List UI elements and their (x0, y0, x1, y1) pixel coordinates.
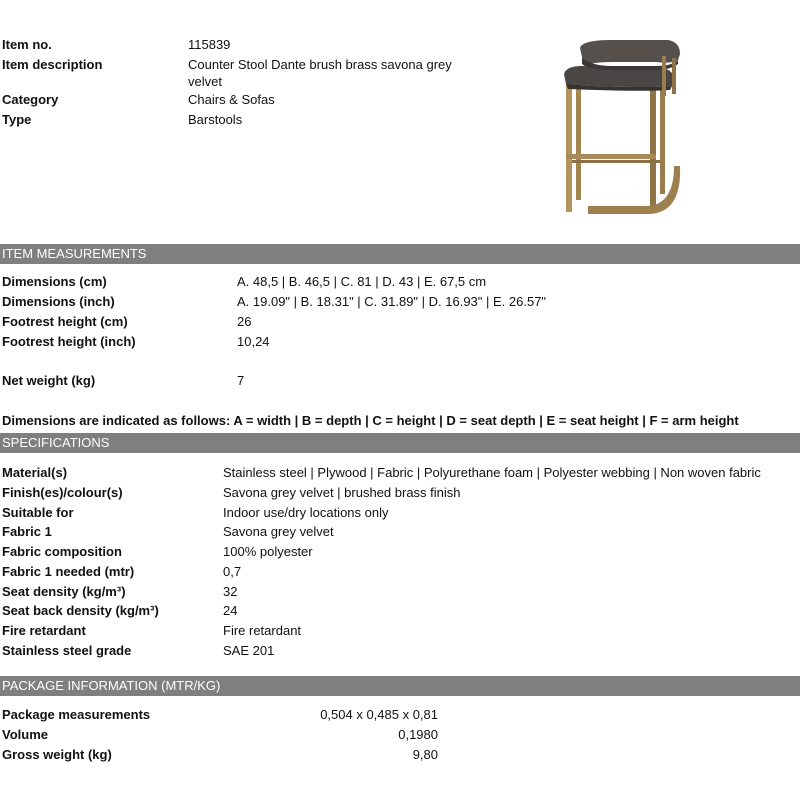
seat-back-density-label: Seat back density (kg/m³) (2, 603, 159, 618)
seat-density-label: Seat density (kg/m³) (2, 584, 126, 599)
item-description-line2: velvet (188, 74, 222, 89)
steel-grade-value: SAE 201 (223, 643, 275, 658)
materials-value: Stainless steel | Plywood | Fabric | Polyurethane foam | Polyester webbing | Non woven fabric (223, 465, 761, 480)
footrest-height-cm-value: 26 (237, 314, 252, 329)
dimensions-cm-label: Dimensions (cm) (2, 274, 107, 289)
fabric-composition-value: 100% polyester (223, 544, 313, 559)
fire-retardant-label: Fire retardant (2, 623, 86, 638)
category-label: Category (2, 92, 59, 107)
package-measurements-label: Package measurements (2, 707, 151, 722)
item-no-label: Item no. (2, 37, 52, 52)
item-measurements-heading: ITEM MEASUREMENTS (0, 244, 800, 264)
volume-value: 0,1980 (398, 727, 438, 742)
seat-density-value: 32 (223, 584, 238, 599)
item-description-label: Item description (2, 57, 103, 72)
fabric-needed-label: Fabric 1 needed (mtr) (2, 564, 135, 579)
fabric-needed-value: 0,7 (223, 564, 242, 579)
fabric-composition-label: Fabric composition (2, 544, 122, 559)
item-description-line1: Counter Stool Dante brush brass savona grey (188, 57, 452, 72)
type-label: Type (2, 112, 32, 127)
item-no-value: 115839 (188, 37, 231, 52)
suitable-for-label: Suitable for (2, 505, 74, 520)
dimensions-legend-note: Dimensions are indicated as follows: A = width | B = depth | C = height | D = seat depth | E = seat height | F = arm height (2, 413, 739, 428)
fire-retardant-value: Fire retardant (223, 623, 302, 638)
package-measurements-value: 0,504 x 0,485 x 0,81 (320, 707, 438, 722)
dimensions-inch-value: A. 19.09" | B. 18.31" | C. 31.89" | D. 16.93" | E. 26.57" (237, 294, 547, 309)
category-value: Chairs & Sofas (188, 92, 275, 107)
finish-colour-label: Finish(es)/colour(s) (2, 485, 123, 500)
net-weight-label: Net weight (kg) (2, 373, 96, 388)
seat-back-density-value: 24 (223, 603, 238, 618)
fabric-1-label: Fabric 1 (2, 524, 52, 539)
materials-label: Material(s) (2, 465, 68, 480)
suitable-for-value: Indoor use/dry locations only (223, 505, 389, 520)
gross-weight-value: 9,80 (412, 747, 438, 762)
dimensions-inch-label: Dimensions (inch) (2, 294, 115, 309)
bar-stool-icon (552, 36, 698, 218)
steel-grade-label: Stainless steel grade (2, 643, 132, 658)
specifications-heading: SPECIFICATIONS (0, 433, 800, 453)
package-information-heading: PACKAGE INFORMATION (MTR/KG) (0, 676, 800, 696)
type-value: Barstools (188, 112, 243, 127)
net-weight-value: 7 (237, 373, 245, 388)
volume-label: Volume (2, 727, 48, 742)
footrest-height-inch-label: Footrest height (inch) (2, 334, 136, 349)
fabric-1-value: Savona grey velvet (223, 524, 334, 539)
footrest-height-cm-label: Footrest height (cm) (2, 314, 128, 329)
footrest-height-inch-value: 10,24 (237, 334, 270, 349)
gross-weight-label: Gross weight (kg) (2, 747, 112, 762)
finish-colour-value: Savona grey velvet | brushed brass finish (223, 485, 461, 500)
dimensions-cm-value: A. 48,5 | B. 46,5 | C. 81 | D. 43 | E. 67,5 cm (237, 274, 487, 289)
